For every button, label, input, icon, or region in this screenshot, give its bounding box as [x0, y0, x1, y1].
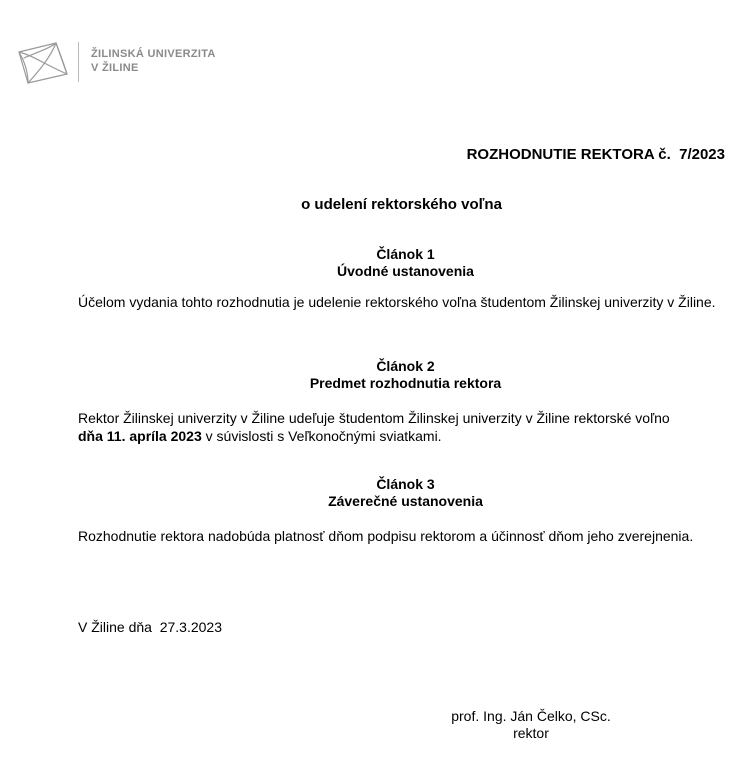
document-title: ROZHODNUTIE REKTORA č. 7/2023 — [466, 146, 725, 163]
article-2-text-after: v súvislosti s Veľkonočnými sviatkami. — [201, 428, 442, 444]
article-1-number: Článok 1 — [376, 246, 435, 262]
document-subject: o udelení rektorského voľna — [301, 196, 502, 213]
article-1-header — [0, 246, 748, 280]
article-2-number: Článok 2 — [376, 358, 435, 374]
article-2-header — [0, 358, 748, 392]
article-1-text: Účelom vydania tohto rozhodnutia je udelenie rektorského voľna študentom Žilinskej univerzity v Žiline. — [78, 294, 716, 310]
university-logo-icon — [16, 38, 70, 88]
logo-text — [91, 47, 216, 75]
article-2-heading: Predmet rozhodnutia rektora — [309, 375, 502, 391]
logo-divider — [78, 42, 79, 82]
signature-block — [420, 708, 642, 742]
signatory-role: rektor — [513, 725, 549, 741]
date-line: V Žiline dňa 27.3.2023 — [78, 619, 222, 635]
article-3-header — [0, 476, 748, 510]
university-logo — [16, 38, 216, 88]
article-2-text — [78, 409, 728, 445]
article-3-number: Článok 3 — [376, 476, 435, 492]
logo-line-2: V ŽILINE — [91, 62, 139, 74]
article-2-text-before: Rektor Žilinskej univerzity v Žiline udeľuje študentom Žilinskej univerzity v Žiline rektorské voľno — [78, 410, 670, 426]
logo-line-1: ŽILINSKÁ UNIVERZITA — [91, 48, 216, 60]
article-2-date: dňa 11. apríla 2023 — [78, 428, 202, 444]
signatory-name: prof. Ing. Ján Čelko, CSc. — [451, 708, 611, 724]
article-1-heading: Úvodné ustanovenia — [337, 263, 474, 279]
article-3-text: Rozhodnutie rektora nadobúda platnosť dňom podpisu rektorom a účinnosť dňom jeho zverejnenia. — [78, 528, 694, 544]
article-3-heading: Záverečné ustanovenia — [328, 493, 483, 509]
